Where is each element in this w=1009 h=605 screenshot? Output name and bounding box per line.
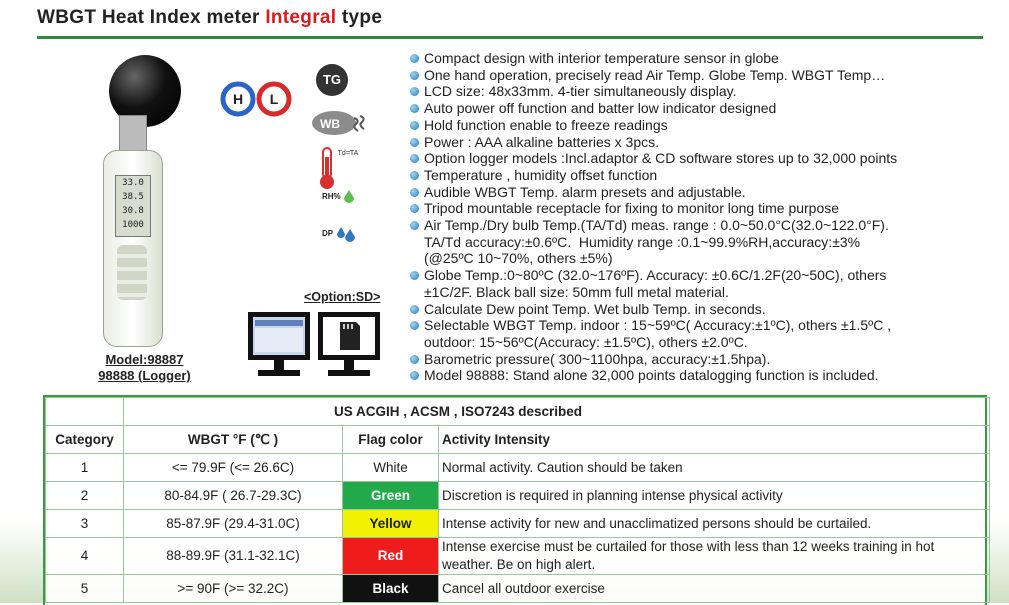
table-row bbox=[46, 575, 990, 603]
feature-item: Audible WBGT Temp. alarm presets and adjustable. bbox=[410, 184, 1000, 201]
wbgt-cell: 85-87.9F (29.4-31.0C) bbox=[124, 510, 343, 538]
activity-cell: Intense exercise must be curtailed for those with less than 12 weeks training in hot weather. Be on high alert. bbox=[439, 538, 990, 575]
bullet-icon bbox=[410, 321, 419, 330]
bullet-icon bbox=[410, 221, 419, 230]
feature-item: Tripod mountable receptacle for fixing to monitor long time purpose bbox=[410, 200, 1000, 217]
globe-temp-icon: TG bbox=[316, 64, 348, 96]
wbgt-cell: 88-89.9F (31.1-32.1C) bbox=[124, 538, 343, 575]
lcd-reading: 1000 bbox=[122, 220, 144, 230]
bullet-icon bbox=[410, 71, 419, 80]
bullet-icon bbox=[410, 87, 419, 96]
high-low-icon bbox=[220, 79, 292, 119]
column-header: Activity Intensity bbox=[439, 426, 990, 454]
svg-text:H: H bbox=[232, 91, 244, 107]
wbgt-cell: >= 90F (>= 32.2C) bbox=[124, 575, 343, 603]
feature-item: Selectable WBGT Temp. indoor : 15~59ºC( Accuracy:±1ºC), others ±1.5ºC , outdoor: 15~56ºC(Accuracy: ±1.5ºC), others ±2.0ºC. bbox=[410, 317, 1000, 350]
standard-caption: US ACGIH , ACSM , ISO7243 described bbox=[124, 398, 990, 426]
activity-cell: Normal activity. Caution should be taken bbox=[439, 454, 990, 482]
sd-option-label: <Option:SD> bbox=[304, 290, 381, 304]
column-header: Category bbox=[46, 426, 124, 454]
wbgt-flag-table bbox=[45, 397, 990, 603]
table-row bbox=[46, 538, 990, 575]
bullet-icon bbox=[410, 305, 419, 314]
bullet-icon bbox=[410, 371, 419, 380]
bullet-icon bbox=[410, 121, 419, 130]
wet-bulb-icon bbox=[310, 108, 368, 138]
feature-item: Power : AAA alkaline batteries x 3pcs. bbox=[410, 134, 1000, 151]
svg-text:L: L bbox=[269, 91, 279, 107]
column-header: Flag color bbox=[343, 426, 439, 454]
model-label: Model:98887 98888 (Logger) bbox=[98, 352, 191, 383]
meter-keypad bbox=[117, 245, 147, 300]
flag-color-cell: Red bbox=[343, 538, 439, 575]
column-header: WBGT °F (℃ ) bbox=[124, 426, 343, 454]
flag-color-cell: White bbox=[343, 454, 439, 482]
title-divider bbox=[37, 36, 983, 39]
bullet-icon bbox=[410, 188, 419, 197]
flag-color-cell: Black bbox=[343, 575, 439, 603]
svg-text:Td=TA: Td=TA bbox=[337, 150, 359, 157]
bullet-icon bbox=[410, 355, 419, 364]
feature-item: Auto power off function and batter low indicator designed bbox=[410, 100, 1000, 117]
table-row bbox=[46, 454, 990, 482]
humidity-icon: RH% bbox=[322, 190, 364, 212]
bullet-icon bbox=[410, 171, 419, 180]
bullet-icon bbox=[410, 154, 419, 163]
category-cell: 4 bbox=[46, 538, 124, 575]
lcd-reading: 30.8 bbox=[122, 206, 144, 216]
bullet-icon bbox=[410, 54, 419, 63]
table-standard-row bbox=[46, 398, 990, 426]
bullet-icon bbox=[410, 204, 419, 213]
bullet-icon bbox=[410, 138, 419, 147]
activity-cell: Discretion is required in planning intense physical activity bbox=[439, 482, 990, 510]
sd-card-monitor-icon bbox=[316, 310, 382, 380]
feature-list bbox=[410, 50, 1000, 384]
feature-item: Compact design with interior temperature sensor in globe bbox=[410, 50, 1000, 67]
category-cell: 2 bbox=[46, 482, 124, 510]
table-header-row bbox=[46, 426, 990, 454]
svg-text:WB: WB bbox=[320, 117, 340, 131]
flag-color-cell: Green bbox=[343, 482, 439, 510]
feature-item: Hold function enable to freeze readings bbox=[410, 117, 1000, 134]
feature-item: One hand operation, precisely read Air Temp. Globe Temp. WBGT Temp… bbox=[410, 67, 1000, 84]
table-row bbox=[46, 510, 990, 538]
feature-item: Barometric pressure( 300~1100hpa, accuracy:±1.5hpa). bbox=[410, 351, 1000, 368]
meter-lcd bbox=[115, 175, 151, 237]
category-cell: 1 bbox=[46, 454, 124, 482]
feature-item: LCD size: 48x33mm. 4-tier simultaneously display. bbox=[410, 83, 1000, 100]
bullet-icon bbox=[410, 271, 419, 280]
table-row bbox=[46, 482, 990, 510]
computer-monitor-icon bbox=[246, 310, 312, 380]
wbgt-meter-image bbox=[95, 55, 205, 350]
wbgt-cell: 80-84.9F ( 26.7-29.3C) bbox=[124, 482, 343, 510]
flag-color-cell: Yellow bbox=[343, 510, 439, 538]
page-title: WBGT Heat Index meter Integral type bbox=[37, 7, 383, 28]
category-cell: 3 bbox=[46, 510, 124, 538]
feature-item: Globe Temp.:0~80ºC (32.0~176ºF). Accuracy: ±0.6C/1.2F(20~50C), others ±1C/2F. Black ball size: 50mm full metal material. bbox=[410, 267, 1000, 300]
feature-item: Temperature , humidity offset function bbox=[410, 167, 1000, 184]
feature-item: Air Temp./Dry bulb Temp.(TA/Td) meas. range : 0.0~50.0°C(32.0~122.0°F). TA/Td accuracy:±0.6ºC. Humidity range :0.1~99.9%RH,accuracy:±3% (@25ºC 10~70%, others ±5%) bbox=[410, 217, 1000, 267]
title-accent: Integral bbox=[265, 7, 337, 28]
lcd-reading: 38.5 bbox=[122, 192, 144, 202]
bullet-icon bbox=[410, 104, 419, 113]
wbgt-cell: <= 79.9F (<= 26.6C) bbox=[124, 454, 343, 482]
feature-item: Calculate Dew point Temp. Wet bulb Temp. in seconds. bbox=[410, 301, 1000, 318]
lcd-reading: 33.0 bbox=[122, 178, 144, 188]
activity-cell: Intense activity for new and unacclimatized persons should be curtailed. bbox=[439, 510, 990, 538]
feature-item: Model 98888: Stand alone 32,000 points datalogging function is included. bbox=[410, 367, 1000, 384]
dew-point-icon: DP bbox=[322, 225, 364, 251]
activity-cell: Cancel all outdoor exercise bbox=[439, 575, 990, 603]
feature-item: Option logger models :Incl.adaptor & CD software stores up to 32,000 points bbox=[410, 150, 1000, 167]
thermometer-icon bbox=[318, 145, 366, 191]
category-cell: 5 bbox=[46, 575, 124, 603]
